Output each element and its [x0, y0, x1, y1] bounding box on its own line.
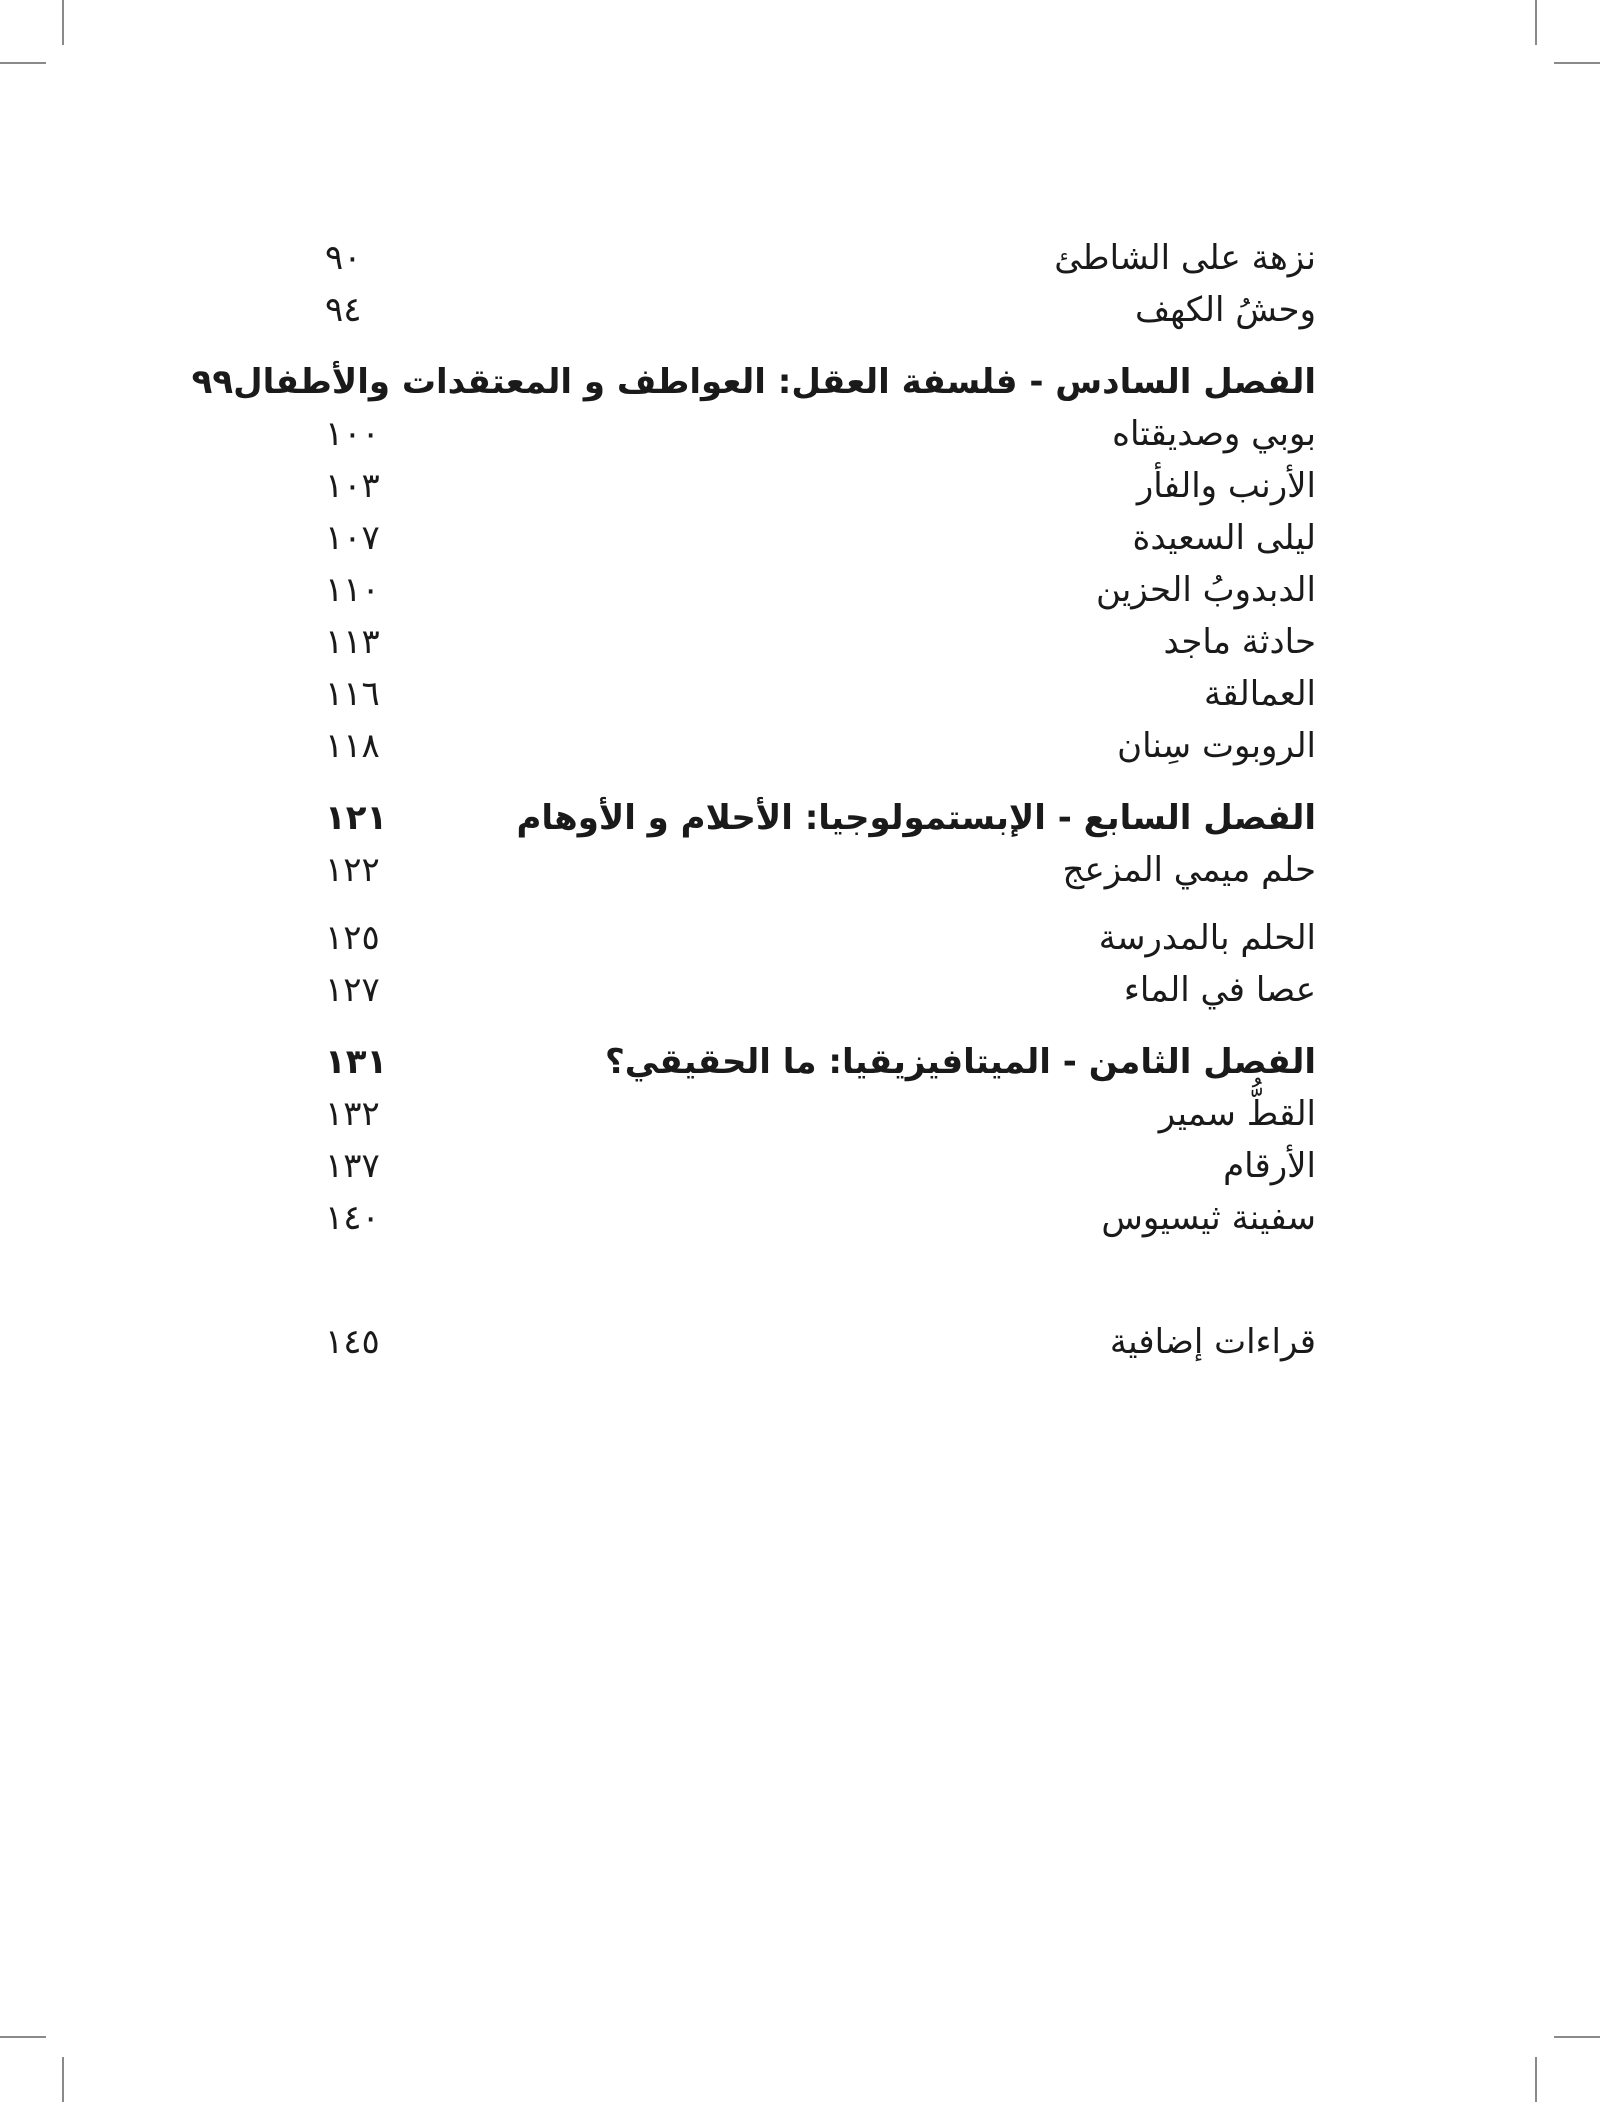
toc-entry-page-number: ١١٨	[325, 726, 380, 766]
toc-entry-title: الأرقام	[1223, 1146, 1316, 1186]
toc-entry-title: الدبدوبُ الحزين	[1095, 570, 1316, 610]
toc-entry-title: حادثة ماجد	[1163, 622, 1316, 662]
toc-entry-title: الأرنب والفأر	[1136, 466, 1316, 506]
toc-entry-page-number: ١٠٠	[325, 414, 380, 454]
toc-entry-title: عصا في الماء	[1123, 970, 1316, 1010]
crop-mark-bottom-left-vertical	[62, 2057, 64, 2102]
toc-entry-title: بوبي وصديقتاه	[1112, 414, 1316, 454]
toc-entry	[325, 1316, 1316, 1368]
crop-mark-top-right-horizontal	[1554, 62, 1600, 64]
toc-entry-title: الحلم بالمدرسة	[1098, 918, 1316, 958]
toc-entry-page-number: ٩٠	[325, 238, 362, 278]
toc-entry	[325, 912, 1316, 964]
toc-entry	[325, 668, 1316, 720]
toc-entry-page-number: ١٢٢	[325, 850, 380, 890]
toc-entry-title: الروبوت سِنان	[1117, 726, 1316, 766]
toc-entry-page-number: ١٣٢	[325, 1094, 380, 1134]
toc-entry-page-number: ١١٣	[325, 622, 380, 662]
toc-entry-page-number: ١٠٧	[325, 518, 380, 558]
toc-entry	[325, 512, 1316, 564]
toc-entry-page-number: ١٤٠	[325, 1198, 380, 1238]
toc-entry-title: حلم ميمي المزعج	[1062, 850, 1316, 890]
crop-mark-top-right-vertical	[1535, 0, 1537, 45]
toc-entry-title: العمالقة	[1203, 674, 1316, 714]
toc-entry-page-number: ١٢٥	[325, 918, 380, 958]
toc-entry	[325, 844, 1316, 896]
toc-chapter-page-number: ١٣١	[325, 1042, 388, 1082]
toc-chapter-heading	[325, 1036, 1316, 1088]
toc-entry-title: نزهة على الشاطئ	[1054, 238, 1316, 278]
toc-entry	[325, 616, 1316, 668]
toc-chapter-page-number: ١٢١	[325, 798, 388, 838]
toc-entry-title: ليلى السعيدة	[1132, 518, 1316, 558]
toc-entry	[325, 408, 1316, 460]
toc-chapter-title: الفصل الثامن - الميتافيزيقيا: ما الحقيقي؟	[605, 1042, 1316, 1082]
crop-mark-top-left-vertical	[62, 0, 64, 45]
toc-entry-page-number: ٩٤	[325, 290, 362, 330]
crop-mark-top-left-horizontal	[0, 62, 46, 64]
toc-entry-title: وحشُ الكهف	[1134, 290, 1316, 330]
toc-entry	[325, 232, 1316, 284]
toc-entry-page-number: ١٠٣	[325, 466, 380, 506]
toc-entry	[325, 1088, 1316, 1140]
toc-list	[191, 232, 1316, 1368]
toc-entry-page-number: ١١٠	[325, 570, 380, 610]
toc-entry	[325, 964, 1316, 1016]
crop-mark-bottom-right-vertical	[1535, 2057, 1537, 2102]
toc-chapter-heading	[191, 356, 1316, 408]
toc-entry-page-number: ١٤٥	[325, 1322, 380, 1362]
toc-chapter-heading	[325, 792, 1316, 844]
toc-entry-page-number: ١٣٧	[325, 1146, 380, 1186]
toc-entry-page-number: ١١٦	[325, 674, 380, 714]
toc-entry-title: سفينة ثيسيوس	[1101, 1198, 1316, 1238]
toc-entry	[325, 720, 1316, 772]
toc-chapter-title: الفصل السابع - الإبستمولوجيا: الأحلام و الأوهام	[516, 798, 1316, 838]
crop-mark-bottom-left-horizontal	[0, 2036, 46, 2038]
toc-entry	[325, 1140, 1316, 1192]
toc-chapter-page-number: ٩٩	[191, 362, 234, 402]
toc-entry-page-number: ١٢٧	[325, 970, 380, 1010]
toc-entry	[325, 564, 1316, 616]
toc-chapter-title: الفصل السادس - فلسفة العقل: العواطف و المعتقدات والأطفال	[233, 362, 1316, 402]
toc-entry-title: القطُّ سمير	[1158, 1094, 1316, 1134]
toc-entry	[325, 460, 1316, 512]
toc-entry-title: قراءات إضافية	[1109, 1322, 1316, 1362]
crop-mark-bottom-right-horizontal	[1554, 2036, 1600, 2038]
toc-entry	[325, 1192, 1316, 1244]
toc-entry	[325, 284, 1316, 336]
